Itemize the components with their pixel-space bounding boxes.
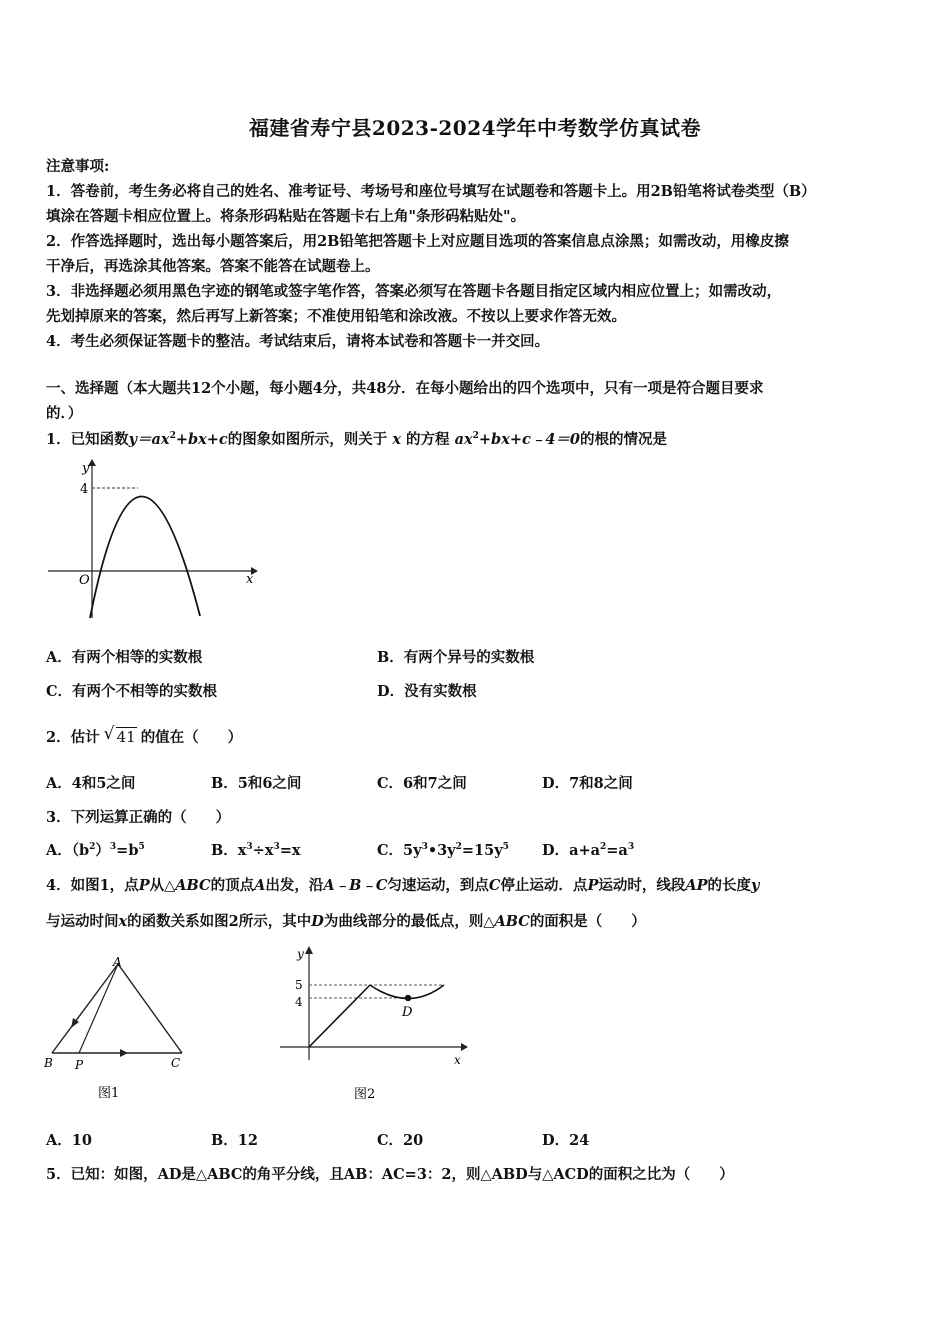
fig1-label-a: A [113, 955, 122, 969]
fig2-y-label: y [297, 947, 304, 961]
question-1-option-c: C．有两个不相等的实数根 [46, 683, 218, 700]
question-1-parabola-graph [46, 458, 261, 623]
question-1-option-b: B．有两个异号的实数根 [377, 649, 535, 666]
fig1-caption: 图1 [98, 1086, 120, 1101]
fig2-tick-4: 4 [295, 995, 303, 1009]
notice-line: 2．作答选择题时，选出每小题答案后，用2B铅笔把答题卡上对应题目选项的答案信息点涂黑；如需改动，用橡皮擦 [46, 233, 789, 250]
question-4-figure-1 [40, 950, 200, 1105]
question-5-stem: 5．已知：如图，AD是△ABC的角平分线，且AB：AC=3：2，则△ABD与△ACD的面积之比为（ ） [46, 1166, 734, 1183]
question-4-option-a: A．10 [46, 1132, 92, 1149]
sqrt-expression: √ 41 [103, 724, 136, 746]
question-4-option-d: D．24 [542, 1132, 590, 1149]
notice-line: 4．考生必须保证答题卡的整洁。考试结束后，请将本试卷和答题卡一并交回。 [46, 333, 550, 350]
fig1-label-p: P [75, 1058, 84, 1072]
question-2-option-d: D．7和8之间 [542, 775, 633, 792]
fig2-label-d: D [402, 1005, 413, 1020]
question-2-option-a: A．4和5之间 [46, 775, 136, 792]
question-3-option-a: A．$(b^2)^3=b^5$ [46, 842, 145, 859]
notice-line: 先划掉原来的答案，然后再写上新答案；不准使用铅笔和涂改液。不按以上要求作答无效。 [46, 308, 626, 325]
question-1-option-d: D．没有实数根 [377, 683, 477, 700]
question-1-option-a: A．有两个相等的实数根 [46, 649, 203, 666]
page-title: 福建省寿宁县2023-2024学年中考数学仿真试卷 [248, 116, 702, 140]
question-3-stem: 3．下列运算正确的（ ） [46, 809, 231, 826]
notice-heading: 注意事项: [46, 158, 110, 175]
graph-max-label: 4 [80, 482, 89, 497]
question-4-stem-line-2: 与运动时间x的函数关系如图2所示，其中D为曲线部分的最低点，则△ABC的面积是（ ） [46, 913, 646, 930]
graph-origin-label: O [79, 573, 90, 588]
graph-y-label: y [82, 461, 90, 476]
question-2-stem: 2．估计 √ 41 的值在（ ） [46, 724, 243, 746]
question-3-option-d: D．$a+a^2=a^3$ [542, 842, 635, 859]
fig1-label-c: C [171, 1056, 181, 1070]
question-4-figure-2 [276, 942, 471, 1107]
fig2-caption: 图2 [354, 1087, 376, 1102]
question-3-option-c: C．$5y^3•3y^2=15y^5$ [377, 842, 509, 859]
fig1-label-b: B [44, 1056, 53, 1070]
section-heading-cont: 的．） [46, 405, 83, 422]
question-1-stem: 1．已知函数$y=ax^2+bx+c$的图象如图所示，则关于 x 的方程 $ax^2+bx+c﹣4=0$的根的情况是 [46, 431, 667, 448]
notice-line: 填涂在答题卡相应位置上。将条形码粘贴在答题卡右上角"条形码粘贴处"。 [46, 208, 526, 225]
question-4-stem-line-1: 4．如图1，点P从△ABC的顶点A出发，沿A﹣B﹣C匀速运动，到点C停止运动．点P运动时，线段AP的长度y [46, 877, 760, 894]
notice-line: 干净后，再选涂其他答案。答案不能答在试题卷上。 [46, 258, 380, 275]
fig2-tick-5: 5 [295, 978, 303, 992]
fig2-x-label: x [454, 1053, 461, 1067]
notice-line: 3．非选择题必须用黑色字迹的钢笔或签字笔作答，答案必须写在答题卡各题目指定区域内相应位置上；如需改动， [46, 283, 782, 300]
question-2-option-b: B．5和6之间 [211, 775, 302, 792]
notice-line: 1．答卷前，考生务必将自己的姓名、准考证号、考场号和座位号填写在试题卷和答题卡上。用2B铅笔将试卷类型（B） [46, 183, 816, 200]
question-4-option-c: C．20 [377, 1132, 424, 1149]
question-3-option-b: B．$x^3\div x^3=x$ [211, 842, 301, 859]
question-4-option-b: B．12 [211, 1132, 258, 1149]
section-heading: 一、选择题（本大题共12个小题，每小题4分，共48分．在每小题给出的四个选项中，只有一项是符合题目要求 [46, 380, 764, 397]
question-2-option-c: C．6和7之间 [377, 775, 467, 792]
graph-x-label: x [246, 572, 254, 587]
